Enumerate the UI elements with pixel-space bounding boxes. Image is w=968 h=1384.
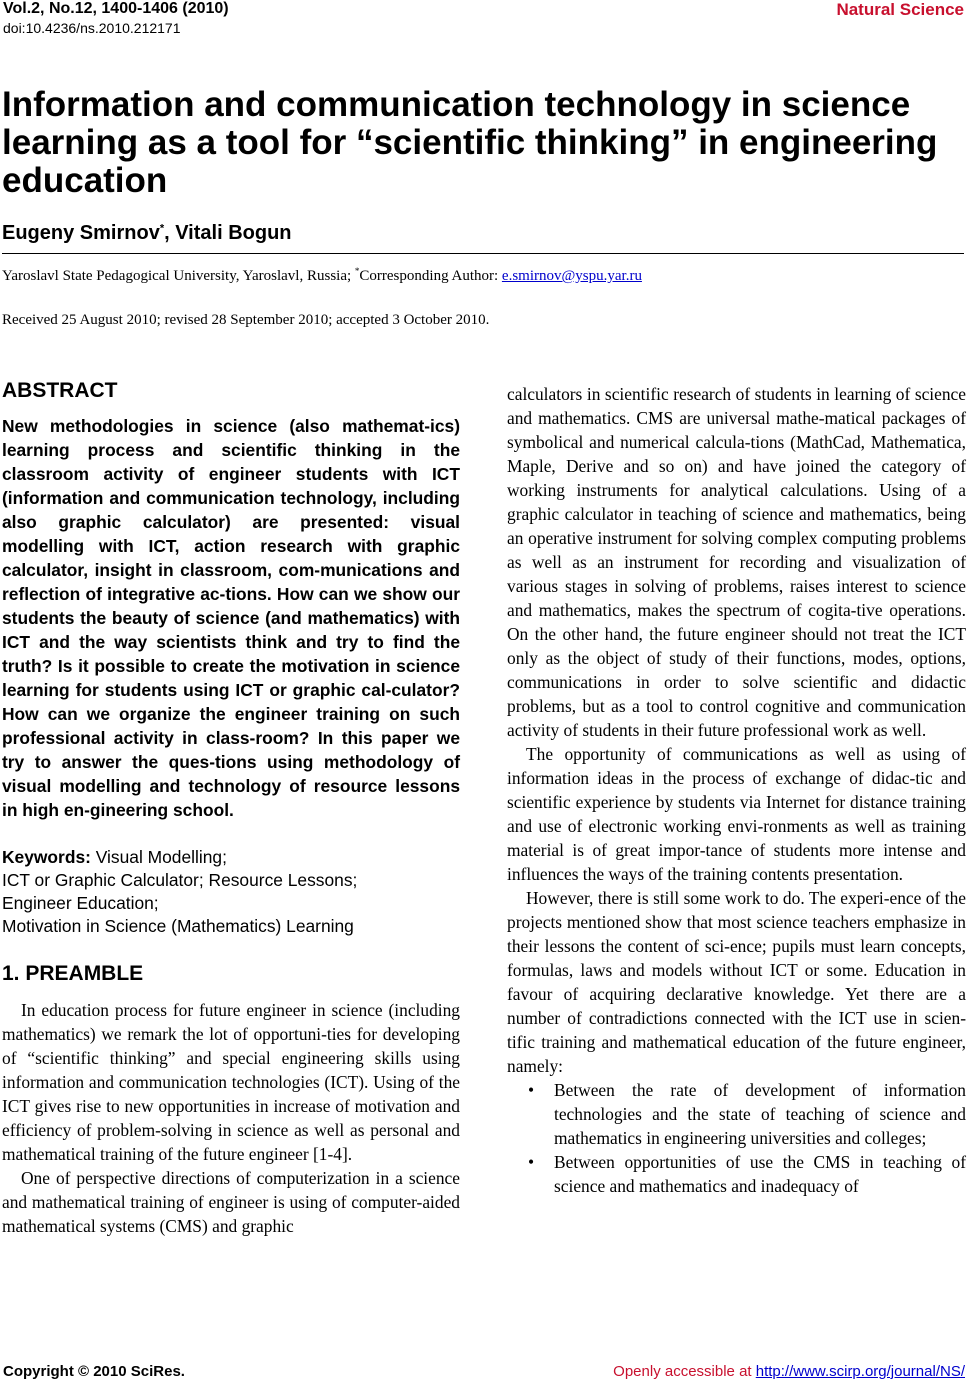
list-item-text: Between the rate of development of information technologies and the state of teaching of science and mathematics in engineering universities and colleges; bbox=[554, 1080, 966, 1148]
journal-name: Natural Science bbox=[836, 0, 964, 19]
corresponding-mark: * bbox=[159, 222, 165, 235]
paragraph: In education process for future engineer in science (including mathematics) we remark the lot of opportuni-ties for developing of “scientific thinking” and special engineering skills using information and communication technologies (ICT). Using of the ICT gives rise to new opportunities in increase of motivation and efficiency of problem-solving in science as well as personal and mathematical training of the future engineer [1-4]. bbox=[2, 1000, 460, 1164]
keyword-item: Engineer Education; bbox=[2, 893, 159, 913]
abstract-heading: ABSTRACT bbox=[2, 379, 118, 402]
paragraph: One of perspective directions of computerization in a science and mathematical training of engineer is using of computer-aided mathematical systems (CMS) and graphic bbox=[2, 1168, 460, 1236]
paragraph: However, there is still some work to do. The experi-ence of the projects mentioned show that most science teachers emphasize in their lessons the content of sci-ence; pupils must learn concepts, formulas, laws and models without ICT or some. Education in favour of acquiring declarative knowledge. Yet there are a number of contradictions connected with the ICT use in scien-tific training and mathematical education of the future engineer, namely: bbox=[507, 888, 966, 1076]
volume-info: Vol.2, No.12, 1400-1406 (2010) bbox=[3, 0, 229, 17]
author-first: Eugeny Smirnov bbox=[2, 222, 160, 244]
abstract-text: New methodologies in science (also mathemat-ics) learning process and scientific thinking in the classroom activity of engineer students with ICT (information and communication technology, including also graphic calculator) are presented: visual modelling with ICT, action research with graphic calculator, insight in classroom, com-munications and reflection of integrative ac-tions. How can we show our students the beauty of science (and mathematics) with ICT and the way scientists think and try to find the truth? Is it possible to create the motivation in science learning for students using ICT or graphic cal-culator? How can we organize the engineer training on such professional activity in class-room? In this paper we try to answer the ques-tions using methodology of visual modelling and technology of resource lessons in high en-gineering school. bbox=[2, 416, 460, 820]
list-item bbox=[507, 1078, 966, 1150]
keyword-item: Motivation in Science (Mathematics) Learning bbox=[2, 916, 354, 936]
keywords bbox=[2, 846, 460, 938]
author-rest: , Vitali Bogun bbox=[164, 222, 292, 244]
email-link[interactable]: e.smirnov@yspu.yar.ru bbox=[501, 268, 642, 284]
right-column bbox=[507, 382, 966, 1198]
paper-title: Information and communication technology in science learning as a tool for “scientific thinking” in engineering education bbox=[2, 85, 938, 200]
paragraph: The opportunity of communications as well as using of information ideas in the process of exchange of didac-tic and scientific experience by students via Internet for distance training and use of electronic working envi-ronments as well as training material is of great impor-tance of students more intense and influences the ways of the training contents presentation. bbox=[507, 744, 966, 884]
keyword-item: ICT or Graphic Calculator; Resource Lessons; bbox=[2, 870, 358, 890]
affiliation-mark: * bbox=[354, 266, 360, 276]
bullet-list bbox=[507, 1078, 966, 1198]
open-access-label: Openly accessible at bbox=[613, 1363, 756, 1380]
journal-url-link[interactable]: http://www.scirp.org/journal/NS/ bbox=[755, 1363, 965, 1380]
section-heading: 1. PREAMBLE bbox=[2, 962, 144, 985]
bullet-icon: • bbox=[528, 1080, 535, 1100]
affiliation bbox=[2, 266, 642, 285]
authors bbox=[2, 222, 292, 245]
affiliation-text: Yaroslavl State Pedagogical University, Yaroslavl, Russia; bbox=[2, 268, 355, 284]
list-item-text: Between opportunities of use the CMS in teaching of science and mathematics and inadequacy of bbox=[554, 1152, 966, 1196]
open-access bbox=[613, 1363, 965, 1380]
paragraph: calculators in scientific research of students in learning of science and mathematics. CMS are universal mathe-matical packages of symbolical and numerical calcula-tions (MathCad, Mathematica, Maple, Derive and so on) and have joined the category of working instruments for analytical calculations. Using of a graphic calculator in teaching of science and mathematics, being an operative instrument for solving complex computing problems as well as an instrument for recording and visualization of various stages in solving of problems, raises interest to science and mathematics, makes the spectrum of cogita-tive operations. On the other hand, the future engineer should not treat the ICT only as the object of study of their functions, modes, options, communications in order to solve scientific and didactic problems, but as a tool to control cognitive and communication activity of students in their future professional work as well. bbox=[507, 384, 966, 740]
corresponding-label: Corresponding Author: bbox=[359, 268, 502, 284]
bullet-icon: • bbox=[528, 1152, 535, 1172]
list-item bbox=[507, 1150, 966, 1198]
header-divider bbox=[2, 253, 964, 254]
left-column bbox=[2, 376, 460, 1238]
copyright: Copyright © 2010 SciRes. bbox=[3, 1363, 185, 1380]
doi: doi:10.4236/ns.2010.212171 bbox=[3, 20, 181, 36]
keyword-item: Visual Modelling; bbox=[95, 847, 227, 867]
received-dates: Received 25 August 2010; revised 28 September 2010; accepted 3 October 2010. bbox=[2, 312, 490, 328]
keywords-label: Keywords: bbox=[2, 847, 91, 867]
